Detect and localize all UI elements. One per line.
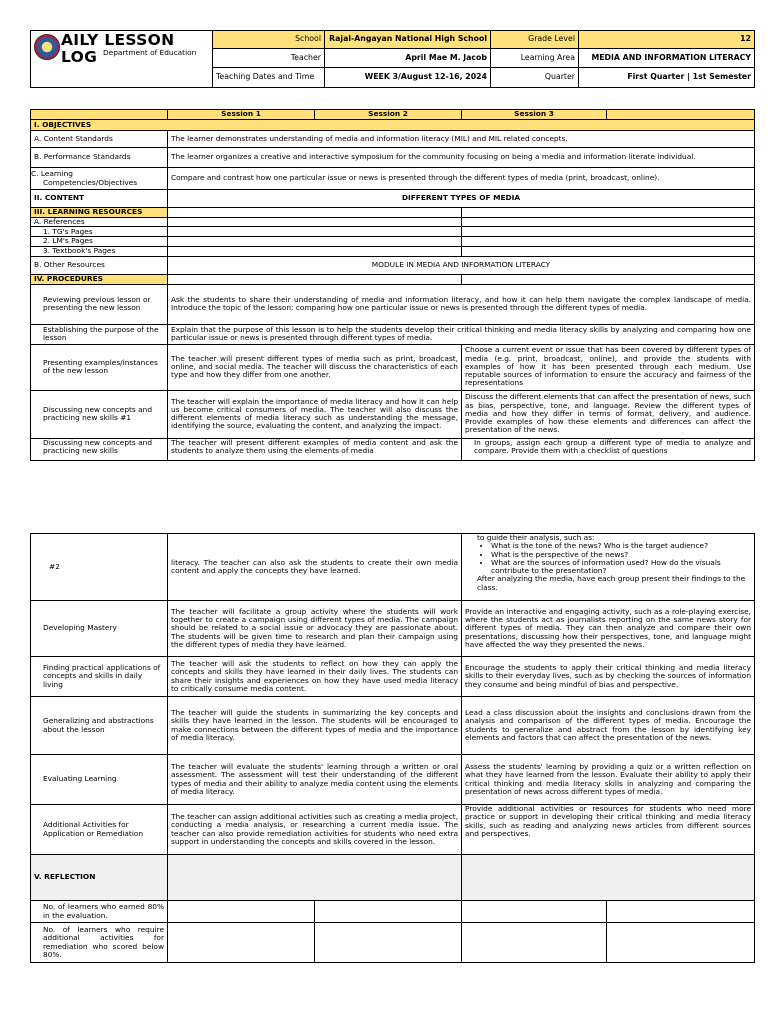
teacher-value: April Mae M. Jacob bbox=[325, 49, 491, 68]
procedure-9-text-a: The teacher will evaluate the students' learning through a written or oral assessment. The assessment will test their understanding of the different types of media and their ability to analyze media content using the elements of media literacy. bbox=[168, 755, 462, 805]
procedure-5-intro: to guide their analysis, such as: bbox=[477, 533, 595, 542]
procedure-5-bullet: • What is the perspective of the news? bbox=[491, 551, 751, 559]
reflection-heading: V. REFLECTION bbox=[31, 855, 168, 901]
procedure-5-bullet: • What are the sources of information used? How do the visuals contribute to the presentation? bbox=[491, 559, 751, 576]
lm-blank-b bbox=[462, 237, 755, 246]
tg-blank-b bbox=[462, 227, 755, 237]
reflection-blank-a bbox=[168, 855, 462, 901]
reflection-a-session-1 bbox=[168, 901, 315, 923]
reflection-blank-b bbox=[462, 855, 755, 901]
procedure-4-label: Discussing new concepts and practicing new skills #1 bbox=[31, 390, 168, 438]
procedure-5-text-a-continued: literacy. The teacher can also ask the students to create their own media content and apply the concepts they have learned. bbox=[168, 534, 462, 601]
resources-blank-a bbox=[168, 208, 462, 218]
procedure-9-text-b: Assess the students' learning by providing a quiz or a written reflection on what they have learned from the lesson. Evaluate their ability to apply their critical thinking and media literacy skills in analyzing and comparing the presentation of news across different types of media. bbox=[462, 755, 755, 805]
procedure-6-text-a: The teacher will facilitate a group activity where the students will work together to create a campaign using different types of media. The campaign should be related to a social issue or advocacy they are passionate about. The students will be given time to research and plan their campaign using the different types of media they have learned. bbox=[168, 601, 462, 657]
performance-standards-text: The learner organizes a creative and interactive symposium for the community focusing on being a media and information literate individual. bbox=[168, 148, 755, 168]
resources-heading: III. LEARNING RESOURCES bbox=[31, 208, 168, 218]
content-standards-label: A. Content Standards bbox=[31, 131, 168, 148]
procedure-5-text-a: The teacher will present different examples of media content and ask the students to analyze them using the elements of media bbox=[168, 438, 462, 460]
header-logo-cell bbox=[31, 31, 213, 88]
lm-pages-label: 2. LM's Pages bbox=[31, 237, 168, 246]
procedures-blank-b bbox=[462, 274, 755, 284]
department-name: Department of Education bbox=[103, 48, 197, 57]
dates-label: Teaching Dates and Time bbox=[213, 68, 325, 88]
procedure-1-label: Reviewing previous lesson or presenting the new lesson bbox=[31, 284, 168, 324]
procedure-1-text: Ask the students to share their understanding of media and information literacy, and how it can help them navigate the complex landscape of media. Introduce the topic of the lesson: comparing how one particular issue or news is presented through the different types of media. bbox=[168, 284, 755, 324]
dates-value: WEEK 3/August 12-16, 2024 bbox=[325, 68, 491, 88]
procedure-10-label: Additional Activities for Application or Remediation bbox=[31, 805, 168, 855]
tg-blank-a bbox=[168, 227, 462, 237]
lm-blank-a bbox=[168, 237, 462, 246]
procedure-3-text-a: The teacher will present different types of media such as print, broadcast, online, and social media. The teacher will discuss the characteristics of each type and how they differ from one another. bbox=[168, 344, 462, 390]
grade-value: 12 bbox=[579, 31, 755, 49]
procedure-3-label: Presenting examples/instances of the new lesson bbox=[31, 344, 168, 390]
procedure-5-bullet: • What is the tone of the news? Who is the target audience? bbox=[491, 542, 751, 550]
deped-seal-icon bbox=[34, 34, 60, 60]
procedure-6-text-b: Provide an interactive and engaging activity, such as a role-playing exercise, where the students act as journalists reporting on the same news story for different types of media. They can then analyze and compare their own presentations, discussing how their perspectives, tone, and language might have affected the way they presented the news. bbox=[462, 601, 755, 657]
references-blank-b bbox=[462, 218, 755, 227]
procedures-blank-a bbox=[168, 274, 462, 284]
competencies-text: Compare and contrast how one particular issue or news is presented through the different types of media (print, broadcast, online). bbox=[168, 168, 755, 190]
lesson-log-table-continued bbox=[30, 533, 755, 963]
teacher-label: Teacher bbox=[213, 49, 325, 68]
objectives-heading: I. OBJECTIVES bbox=[31, 120, 755, 131]
reflection-a-session-4 bbox=[607, 901, 755, 923]
area-value: MEDIA AND INFORMATION LITERACY bbox=[579, 49, 755, 68]
session-1-header: Session 1 bbox=[168, 110, 315, 120]
log-title: AILY LESSON LOG bbox=[61, 31, 175, 67]
procedure-7-text-a: The teacher will ask the students to reflect on how they can apply the concepts and skills they have learned in their daily lives. The students can share their insights and experiences on how they have used media literacy to critically consume media content. bbox=[168, 657, 462, 697]
procedure-8-text-b: Lead a class discussion about the insights and conclusions drawn from the analysis and comparison of the different types of media. Encourage the students to generalize and abstract from the lesson by identifying key elements and factors that can affect the presentation of the news. bbox=[462, 697, 755, 755]
procedure-2-text: Explain that the purpose of this lesson is to help the students develop their critical thinking and media literacy skills by analyzing and comparing how one particular issue or news is presented through different types of media. bbox=[168, 324, 755, 344]
other-resources-label: B. Other Resources bbox=[31, 256, 168, 274]
procedure-5-label-continued: #2 bbox=[31, 534, 168, 601]
performance-standards-label: B. Performance Standards bbox=[31, 148, 168, 168]
reflection-a-session-2 bbox=[315, 901, 462, 923]
procedure-10-text-a: The teacher can assign additional activities such as creating a media project, conducting a media analysis, or researching a current media issue. The teacher can also provide remediation activities for students who need extra support in understanding the concepts and skills covered in the lesson. bbox=[168, 805, 462, 855]
tb-blank-b bbox=[462, 246, 755, 256]
school-label: School bbox=[213, 31, 325, 49]
procedures-heading: IV. PROCEDURES bbox=[31, 274, 168, 284]
header-table bbox=[30, 30, 755, 88]
session-header-blank bbox=[31, 110, 168, 120]
content-heading: II. CONTENT bbox=[31, 190, 168, 208]
procedure-7-text-b: Encourage the students to apply their critical thinking and media literacy skills to their everyday lives, such as by checking the sources of information they consume and being mindful of bias and perspective. bbox=[462, 657, 755, 697]
content-text: DIFFERENT TYPES OF MEDIA bbox=[168, 190, 755, 208]
procedure-5-label: Discussing new concepts and practicing new skills bbox=[31, 438, 168, 460]
procedure-8-label: Generalizing and abstractions about the lesson bbox=[31, 697, 168, 755]
procedure-6-label: Developing Mastery bbox=[31, 601, 168, 657]
procedure-5-item-2: After analyzing the media, have each group present their findings to the class. bbox=[477, 574, 746, 592]
quarter-value: First Quarter | 1st Semester bbox=[579, 68, 755, 88]
resources-blank-b bbox=[462, 208, 755, 218]
other-resources-text: MODULE IN MEDIA AND INFORMATION LITERACY bbox=[168, 256, 755, 274]
procedure-8-text-a: The teacher will guide the students in summarizing the key concepts and skills they have learned in the lesson. The students will be encouraged to make connections between the different types of media and the importance of media literacy. bbox=[168, 697, 462, 755]
reflection-b-label: No. of learners who require additional activities for remediation who scored below 80%. bbox=[31, 923, 168, 963]
procedure-10-text-b: Provide additional activities or resources for students who need more practice or support in developing their critical thinking and media literacy skills, such as reading and analyzing news articles from different sources and perspectives. bbox=[462, 805, 755, 855]
session-2-header: Session 2 bbox=[315, 110, 462, 120]
competencies-label: C. Learning Competencies/Objectives bbox=[31, 168, 168, 190]
lesson-log-table bbox=[30, 109, 755, 461]
session-4-header bbox=[607, 110, 755, 120]
reflection-b-session-3 bbox=[462, 923, 607, 963]
quarter-label: Quarter bbox=[491, 68, 579, 88]
procedure-2-label: Establishing the purpose of the lesson bbox=[31, 324, 168, 344]
reflection-b-session-4 bbox=[607, 923, 755, 963]
references-blank-a bbox=[168, 218, 462, 227]
reflection-a-label: No. of learners who earned 80% in the evaluation. bbox=[31, 901, 168, 923]
area-label: Learning Area bbox=[491, 49, 579, 68]
procedure-3-text-b: Choose a current event or issue that has been covered by different types of media (e.g. print, broadcast, online), and provide the students with examples of how it has been presented through each medium. Use reputable sources of information to ensure the accuracy and fairness of the representations bbox=[462, 344, 755, 390]
procedure-4-text-a: The teacher will explain the importance of media literacy and how it can help us become critical consumers of media. The teacher will also discuss the different elements of media literacy such as understanding the message, identifying the source, evaluating the content, and analyzing the impact. bbox=[168, 390, 462, 438]
procedure-5-bullets bbox=[465, 542, 751, 575]
school-value: Rajal-Angayan National High School bbox=[325, 31, 491, 49]
procedure-4-text-b: Discuss the different elements that can affect the presentation of news, such as bias, perspective, tone, and language. Review the different types of media and how they differ in terms of format, delivery, and audience. Provide examples of how these elements and differences can affect the presentation of the news. bbox=[462, 390, 755, 438]
reflection-a-session-3 bbox=[462, 901, 607, 923]
reflection-b-session-2 bbox=[315, 923, 462, 963]
content-standards-text: The learner demonstrates understanding of media and information literacy (MIL) and MIL related concepts. bbox=[168, 131, 755, 148]
textbook-pages-label: 3. Textbook's Pages bbox=[31, 246, 168, 256]
tg-pages-label: 1. TG's Pages bbox=[31, 227, 168, 237]
procedure-5-text-b: In groups, assign each group a different type of media to analyze and compare. Provide them with a checklist of questions bbox=[462, 438, 755, 460]
procedure-5-text-b-continued bbox=[462, 534, 755, 601]
tb-blank-a bbox=[168, 246, 462, 256]
reflection-b-session-1 bbox=[168, 923, 315, 963]
references-label: A. References bbox=[31, 218, 168, 227]
grade-label: Grade Level bbox=[491, 31, 579, 49]
procedure-9-label: Evaluating Learning bbox=[31, 755, 168, 805]
procedure-7-label: Finding practical applications of concepts and skills in daily living bbox=[31, 657, 168, 697]
session-3-header: Session 3 bbox=[462, 110, 607, 120]
